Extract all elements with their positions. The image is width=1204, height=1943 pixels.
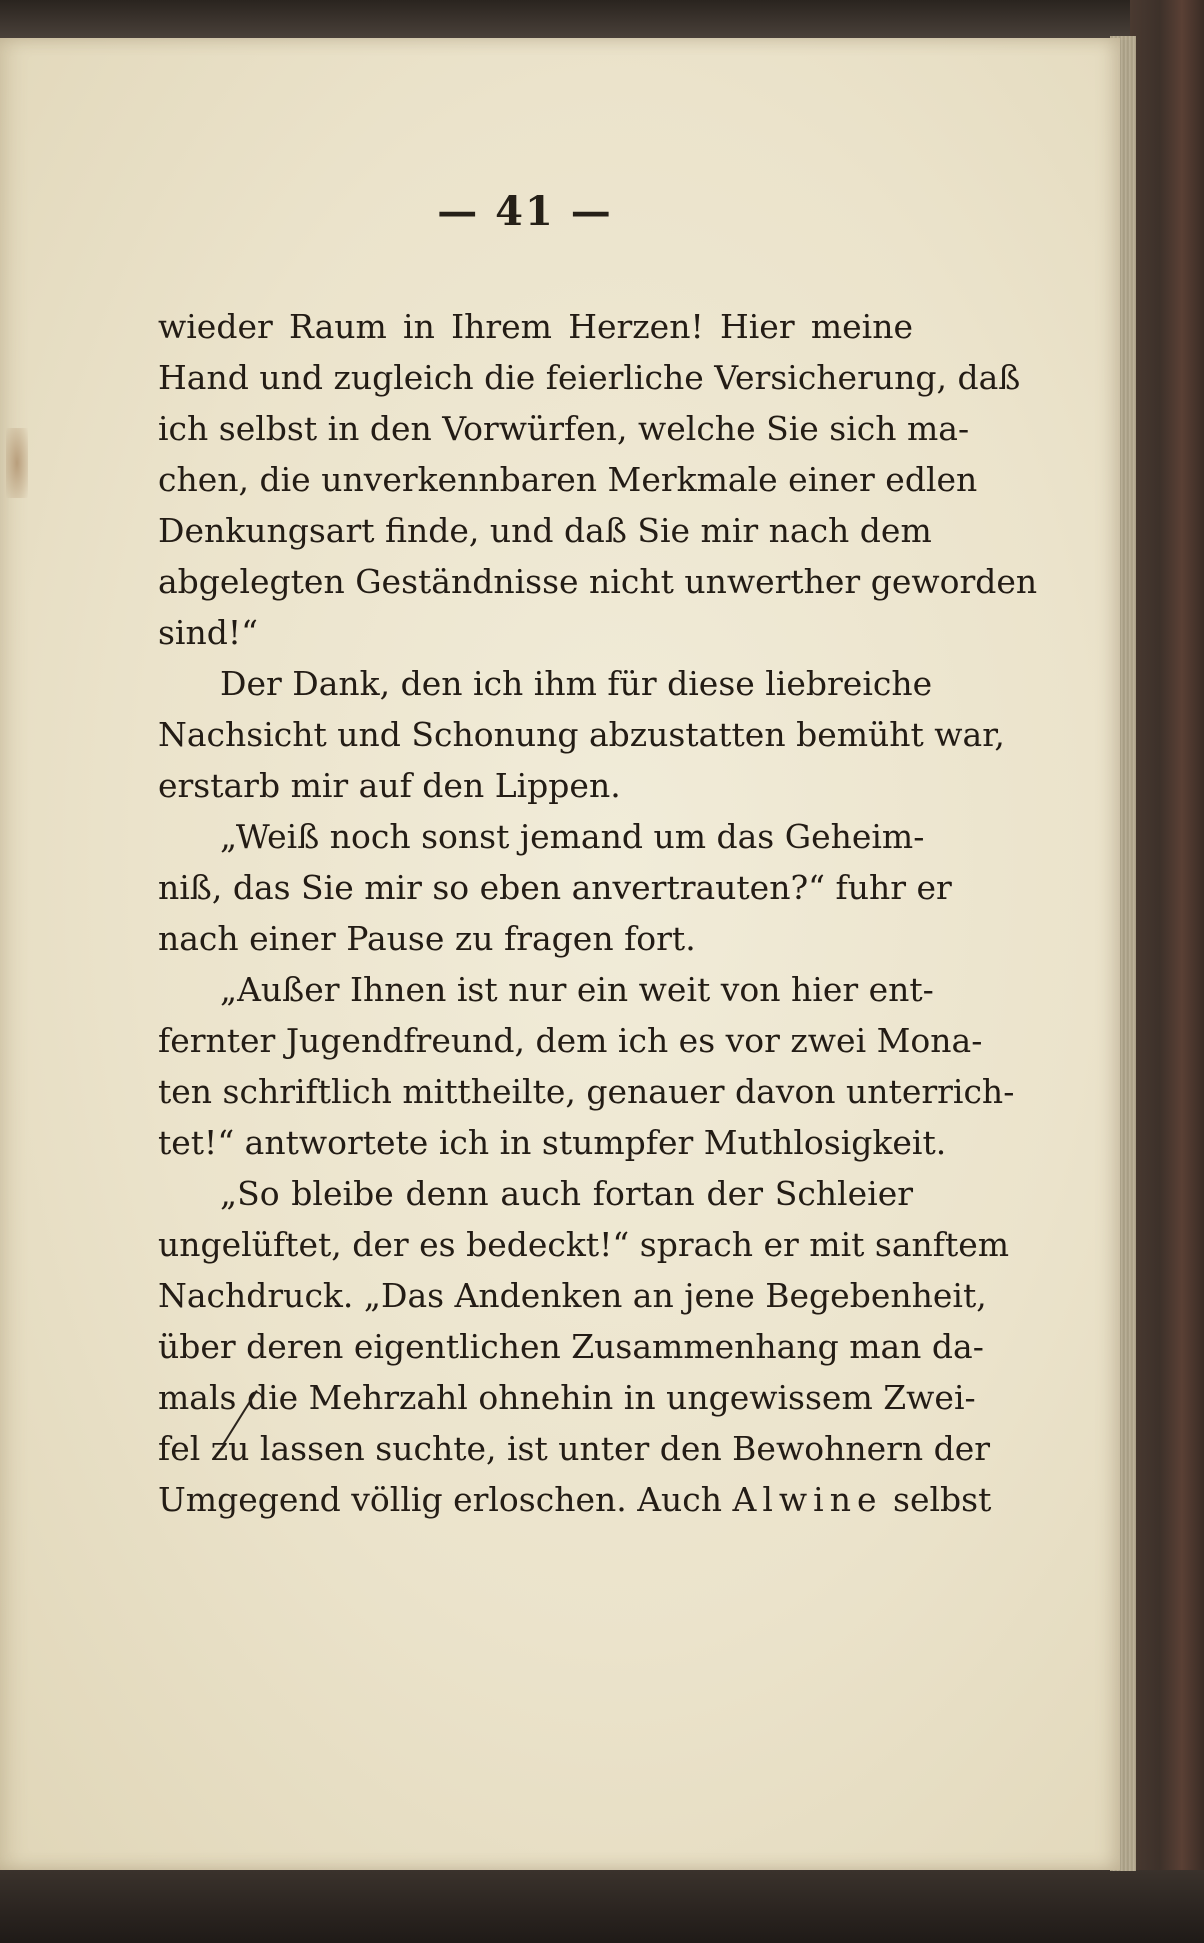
text-line: über deren eigentlichen Zusammenhang man da- xyxy=(158,1327,984,1366)
text-line: ich selbst in den Vorwürfen, welche Sie sich ma- xyxy=(158,409,970,448)
text-line: „Weiß noch sonst jemand um das Geheim- xyxy=(220,817,925,856)
text-line: Hand und zugleich die feierliche Versicherung, daß xyxy=(158,358,1021,397)
text-line: fernter Jugendfreund, dem ich es vor zwei Mona- xyxy=(158,1021,983,1060)
text-line: mals die Mehrzahl ohnehin in ungewissem Zwei- xyxy=(158,1378,976,1417)
text-line: erstarb mir auf den Lippen. xyxy=(158,766,621,805)
book-cover-bottom xyxy=(0,1870,1204,1943)
text-line: „Außer Ihnen ist nur ein weit von hier ent- xyxy=(220,970,934,1009)
text-line: tet!“ antwortete ich in stumpfer Muthlosigkeit. xyxy=(158,1123,947,1162)
book-cover-right xyxy=(1130,0,1204,1943)
book-page xyxy=(0,38,1120,1870)
text-line: wieder Raum in Ihrem Herzen! Hier meine xyxy=(158,307,913,346)
text-line: Nachdruck. „Das Andenken an jene Begebenheit, xyxy=(158,1276,987,1315)
text-line: nach einer Pause zu fragen fort. xyxy=(158,919,696,958)
text-line: Denkungsart finde, und daß Sie mir nach dem xyxy=(158,511,932,550)
page-number: — 41 — xyxy=(437,188,613,235)
text-line: fel zu lassen suchte, ist unter den Bewohnern der xyxy=(158,1429,991,1468)
text-line: abgelegten Geständnisse nicht unwerther geworden xyxy=(158,562,1038,601)
text-line: Der Dank, den ich ihm für diese liebreiche xyxy=(220,664,933,703)
text-line: „So bleibe denn auch fortan der Schleier xyxy=(220,1174,913,1213)
body-text xyxy=(158,301,1038,1525)
text-line: niß, das Sie mir so eben anvertrauten?“ fuhr er xyxy=(158,868,952,907)
text-line: chen, die unverkennbaren Merkmale einer edlen xyxy=(158,460,978,499)
text-segment: Umgegend völlig erloschen. Auch xyxy=(158,1480,733,1519)
book-cover-top xyxy=(0,0,1204,40)
paper-stain xyxy=(6,428,28,498)
text-line: sind!“ xyxy=(158,613,258,652)
text-segment: selbst xyxy=(882,1480,992,1519)
spaced-name: Alwine xyxy=(732,1480,883,1519)
text-line: ungelüftet, der es bedeckt!“ sprach er mit sanftem xyxy=(158,1225,1010,1264)
text-line-final xyxy=(158,1474,992,1525)
text-line: ten schriftlich mittheilte, genauer davon unterrich- xyxy=(158,1072,1015,1111)
text-line: Nachsicht und Schonung abzustatten bemüht war, xyxy=(158,715,1005,754)
